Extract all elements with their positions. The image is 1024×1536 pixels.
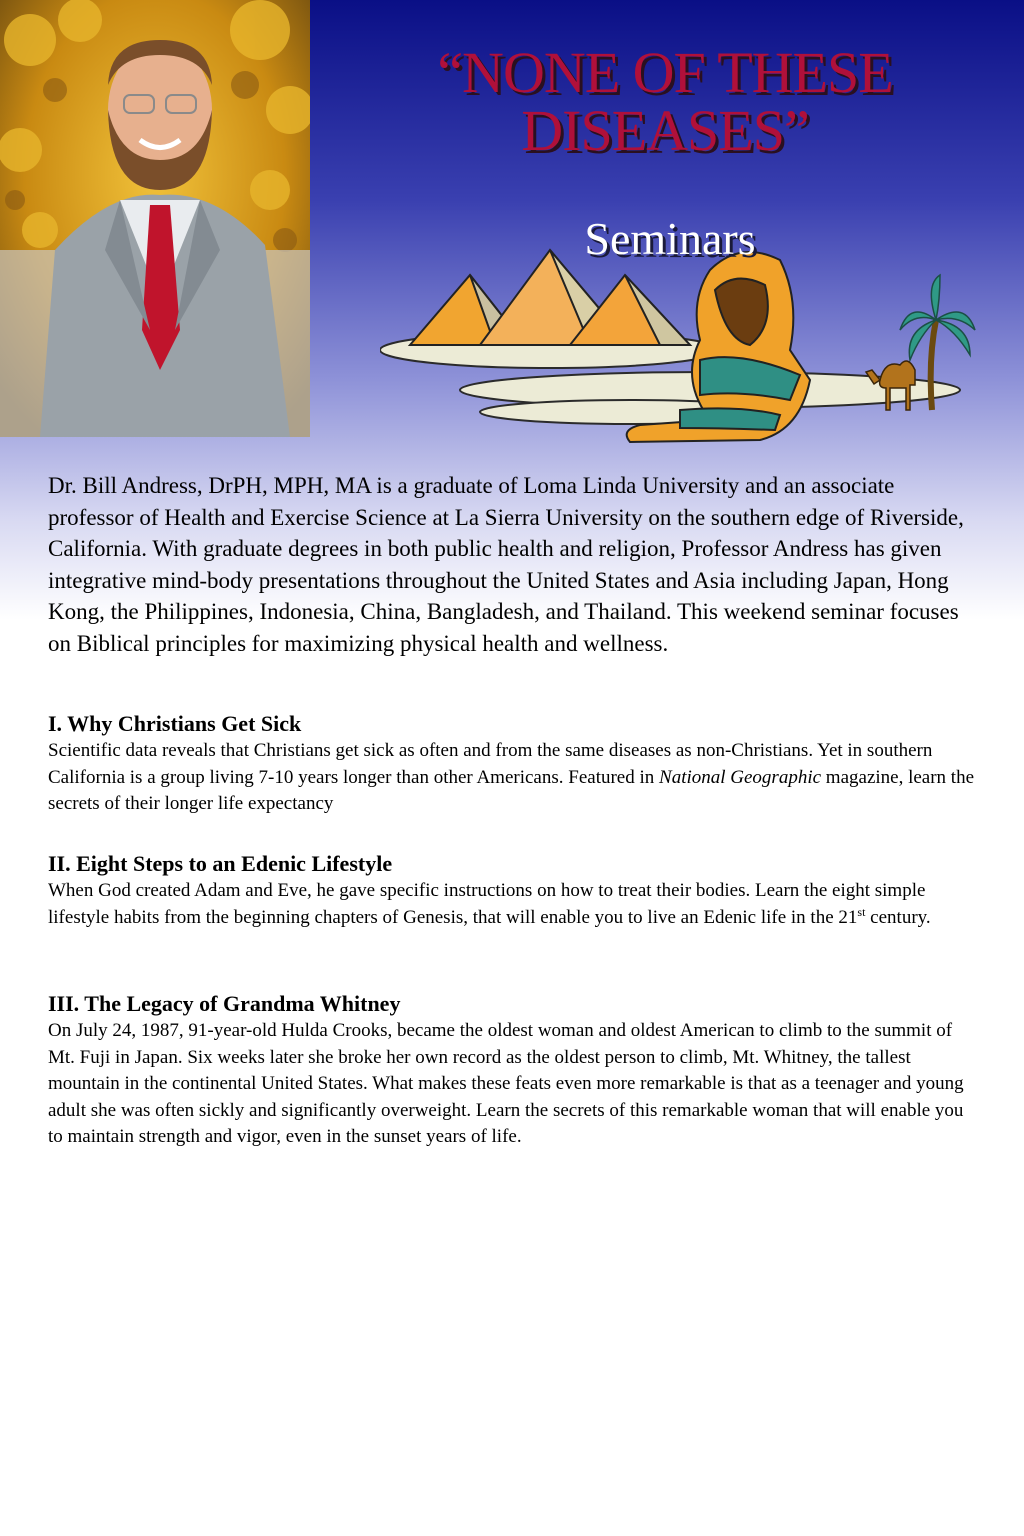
ordinal-suffix: st — [857, 904, 866, 919]
section-body-text: magazine, learn the secrets of their longer life expectancy — [48, 766, 975, 814]
title-line-1: “NONE OF THESE — [437, 40, 893, 105]
title-line-2: DISEASES” — [521, 98, 809, 163]
section-heading: III. The Legacy of Grandma Whitney — [48, 991, 401, 1016]
section-body-text: When God created Adam and Eve, he gave specific instructions on how to treat their bodies. Learn the eight simple lifestyle habits from the beginning chapters of Genesis, that will enable you to live an Edenic life in the 21 — [48, 880, 926, 928]
magazine-title: National Geographic — [659, 766, 822, 788]
section-grandma-whitney — [48, 990, 978, 1151]
section-body-text: century. — [865, 906, 931, 928]
section-heading: II. Eight Steps to an Edenic Lifestyle — [48, 851, 393, 876]
section-body — [48, 738, 978, 818]
egypt-illustration — [380, 230, 980, 460]
section-edenic-lifestyle — [48, 850, 978, 931]
portrait-photo — [0, 0, 310, 437]
bio-paragraph: Dr. Bill Andress, DrPH, MPH, MA is a graduate of Loma Linda University and an associate professor of Health and Exercise Science at La Sierra University on the southern edge of Riverside, California. With graduate degrees in both public health and religion, Professor Andress has given integrative mind-body presentations throughout the United States and Asia including Japan, Hong Kong, the Philippines, Indonesia, China, Bangladesh, and Thailand. This weekend seminar focuses on Biblical principles for maximizing physical health and wellness. — [48, 473, 964, 656]
subtitle: Seminars — [584, 213, 756, 264]
section-why-christians-get-sick — [48, 710, 978, 818]
section-body-text: Scientific data reveals that Christians get sick as often and from the same diseases as non-Christians. Yet in southern California is a group living 7-10 years longer than other Americans. Featured in — [48, 740, 933, 788]
pyramids — [410, 250, 690, 345]
section-heading: I. Why Christians Get Sick — [48, 711, 302, 736]
main-title — [330, 40, 1000, 163]
section-body — [48, 878, 978, 931]
section-body: On July 24, 1987, 91-year-old Hulda Crooks, became the oldest woman and oldest American to climb to the summit of Mt. Fuji in Japan. Six weeks later she broke her own record as the oldest person to climb, Mt. Whitney, the tallest mountain in the continental United States. What makes these feats even more remarkable is that as a teenager and young adult she was often sickly and significantly overweight. Learn the secrets of this remarkable woman that will enable you to maintain strength and vigor, even in the sunset years of life. — [48, 1020, 964, 1147]
